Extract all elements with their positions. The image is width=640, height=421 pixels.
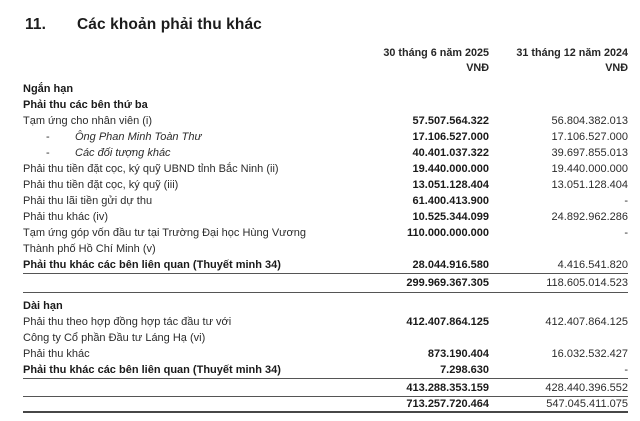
- value-period-1: [327, 298, 489, 314]
- table-row: [23, 177, 628, 193]
- value-period-1: [327, 241, 489, 257]
- table-row: [23, 161, 628, 177]
- value-period-1: 413.288.353.159: [406, 381, 489, 394]
- table-row: [23, 241, 628, 257]
- value-period-1: 40.401.037.322: [412, 147, 489, 159]
- value-period-1: 57.507.564.322: [412, 115, 489, 127]
- row-label: Phải thu khác: [23, 347, 90, 360]
- row-label: Phải thu theo hợp đồng hợp tác đầu tư với: [23, 315, 232, 328]
- row-label: Phải thu tiền đặt cọc, ký quỹ (iii): [23, 179, 179, 191]
- value-period-2: 16.032.532.427: [551, 347, 628, 360]
- column-header-period-1: 30 tháng 6 năm 2025: [383, 47, 489, 59]
- row-label: Phải thu khác các bên liên quan (Thuyết minh 34): [23, 363, 281, 376]
- row-label: Công ty Cổ phần Đầu tư Láng Hạ (vi): [23, 331, 206, 344]
- list-dash-icon: -: [46, 131, 50, 143]
- value-period-1: [327, 81, 489, 97]
- table-row: [23, 193, 628, 209]
- table-row: [23, 225, 628, 241]
- value-period-2: 24.892.962.286: [551, 211, 628, 223]
- row-label: Phải thu tiền đặt cọc, ký quỹ UBND tỉnh Bắc Ninh (ii): [23, 163, 279, 175]
- row-label: Dài hạn: [23, 299, 63, 312]
- value-period-1: 7.298.630: [440, 363, 489, 376]
- row-label: Phải thu khác các bên liên quan (Thuyết minh 34): [23, 259, 281, 271]
- list-dash-icon: -: [46, 147, 50, 159]
- table-row: [23, 145, 628, 161]
- value-period-2: [489, 330, 628, 346]
- row-label: Ngắn hạn: [23, 83, 74, 95]
- row-label: Tạm ứng góp vốn đầu tư tại Trường Đại học Hùng Vương: [23, 227, 306, 239]
- table-row: [23, 346, 628, 362]
- value-period-1: 28.044.916.580: [412, 259, 489, 271]
- section-number: 11.: [25, 16, 46, 33]
- value-period-2: 56.804.382.013: [551, 115, 628, 127]
- row-label: [23, 145, 327, 161]
- value-period-2: [489, 97, 628, 113]
- value-period-2: 17.106.527.000: [551, 131, 628, 143]
- value-period-1: 110.000.000.000: [407, 227, 489, 239]
- value-period-2: 412.407.864.125: [545, 315, 628, 328]
- table-row: [23, 314, 628, 330]
- value-period-2: [489, 298, 628, 314]
- row-label: Phải thu khác (iv): [23, 211, 108, 223]
- value-period-1: 13.051.128.404: [412, 179, 489, 191]
- table-header-currency: [23, 61, 628, 76]
- value-period-1: [327, 330, 489, 346]
- table-row: [23, 113, 628, 129]
- value-period-2: 39.697.855.013: [551, 147, 628, 159]
- value-period-1: 412.407.864.125: [406, 315, 489, 328]
- row-label: [23, 129, 327, 145]
- row-label: [23, 381, 327, 397]
- table-row: [23, 81, 628, 97]
- value-period-2: 4.416.541.820: [557, 259, 628, 271]
- value-period-1: [327, 97, 489, 113]
- row-label: Tạm ứng cho nhân viên (i): [23, 115, 153, 127]
- value-period-1: 10.525.344.099: [412, 211, 489, 223]
- value-period-2: [489, 241, 628, 257]
- value-period-2: 13.051.128.404: [551, 179, 628, 191]
- value-period-2: 118.605.014.523: [546, 277, 628, 289]
- header-spacer: [23, 61, 327, 76]
- table-row: [23, 399, 628, 413]
- row-label-text: Các đối tượng khác: [75, 147, 171, 159]
- table-row: [23, 97, 628, 113]
- column-header-currency-2: VNĐ: [605, 62, 628, 74]
- value-period-2: 547.045.411.075: [546, 398, 628, 410]
- value-period-2: -: [624, 227, 628, 239]
- value-period-1: 713.257.720.464: [406, 398, 489, 410]
- table-row: [23, 330, 628, 346]
- table-header-dates: [23, 46, 628, 61]
- row-label: Thành phố Hồ Chí Minh (v): [23, 243, 156, 255]
- section-heading: [25, 0, 640, 34]
- value-period-2: 428.440.396.552: [545, 381, 628, 394]
- value-period-1: 299.969.367.305: [406, 277, 489, 289]
- row-label: [23, 399, 327, 411]
- row-label: Phải thu các bên thứ ba: [23, 99, 148, 111]
- table-body: [23, 81, 628, 413]
- table-row: [23, 298, 628, 314]
- row-label-text: Ông Phan Minh Toàn Thư: [75, 131, 202, 143]
- value-period-1: 17.106.527.000: [412, 131, 489, 143]
- section-title: Các khoản phải thu khác: [77, 16, 262, 33]
- table-row: [23, 362, 628, 379]
- table-row: [23, 129, 628, 145]
- column-header-currency-1: VNĐ: [466, 62, 489, 74]
- value-period-2: -: [624, 195, 628, 207]
- table-row: [23, 381, 628, 398]
- value-period-1: 61.400.413.900: [412, 195, 489, 207]
- value-period-2: 19.440.000.000: [551, 163, 628, 175]
- value-period-1: 873.190.404: [427, 347, 489, 360]
- row-label: Phải thu lãi tiền gửi dự thu: [23, 195, 153, 207]
- value-period-1: 19.440.000.000: [412, 163, 489, 175]
- row-label: [23, 276, 327, 292]
- column-header-period-2: 31 tháng 12 năm 2024: [516, 47, 628, 59]
- value-period-2: -: [624, 363, 628, 376]
- receivables-table: [23, 46, 628, 413]
- header-spacer: [23, 46, 327, 61]
- table-row: [23, 276, 628, 293]
- table-row: [23, 209, 628, 225]
- value-period-2: [489, 81, 628, 97]
- table-row: [23, 257, 628, 274]
